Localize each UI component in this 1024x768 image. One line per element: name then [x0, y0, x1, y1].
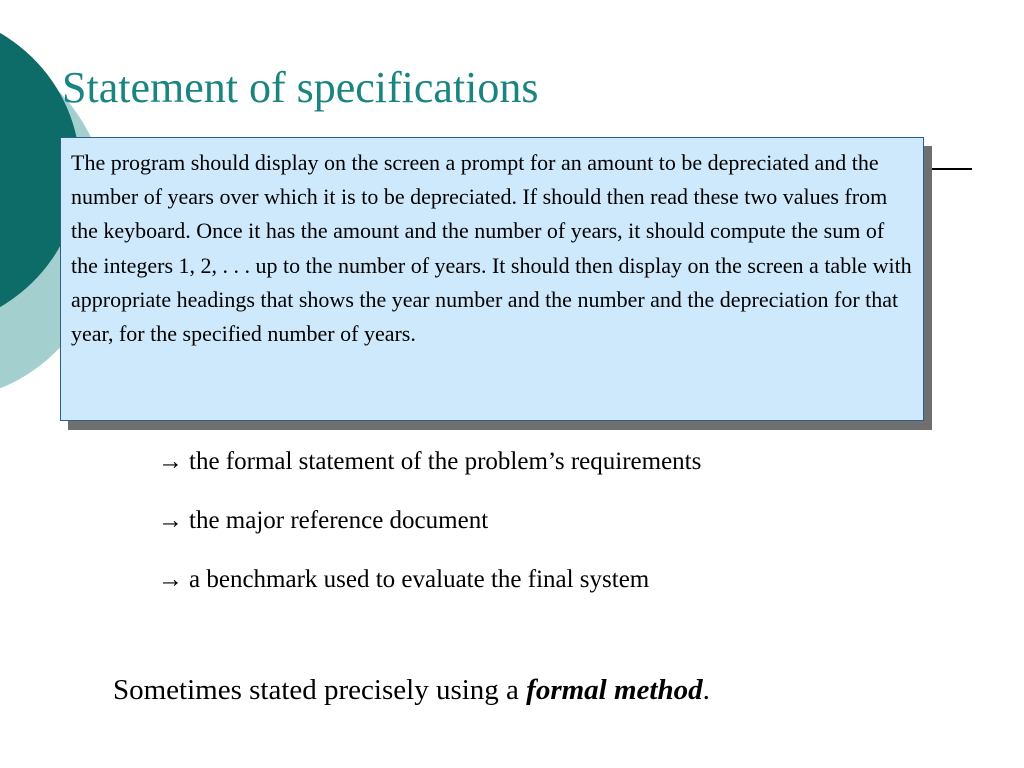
- bullet-text: the formal statement of the problem’s requirements: [189, 448, 702, 475]
- right-arrow-icon: →: [158, 448, 183, 475]
- formal-method-note: [113, 674, 710, 707]
- right-arrow-icon: →: [158, 507, 183, 534]
- note-emphasis: formal method: [526, 674, 703, 706]
- note-prefix: Sometimes stated precisely using a: [113, 674, 527, 706]
- bullet-list: [158, 444, 701, 621]
- bullet-text: a benchmark used to evaluate the final system: [189, 566, 650, 593]
- bullet-text: the major reference document: [189, 507, 489, 534]
- right-arrow-icon: →: [158, 566, 183, 593]
- specification-callout: The program should display on the screen a prompt for an amount to be depreciated and the number of years over which it is to be depreciated. If should then read these two values from the keyboard. Once it has the amount and the number of years, it should compute the sum of the integers 1, 2, . . . up to the number of years. It should then display on the screen a table with appropriate headings that shows the year number and the number and the depreciation for that year, for the specified number of years.: [60, 137, 924, 421]
- bullet-item: [158, 503, 701, 562]
- bullet-item: [158, 444, 701, 503]
- slide-title: Statement of specifications: [62, 63, 539, 112]
- note-suffix: .: [702, 674, 710, 706]
- bullet-item: [158, 562, 701, 621]
